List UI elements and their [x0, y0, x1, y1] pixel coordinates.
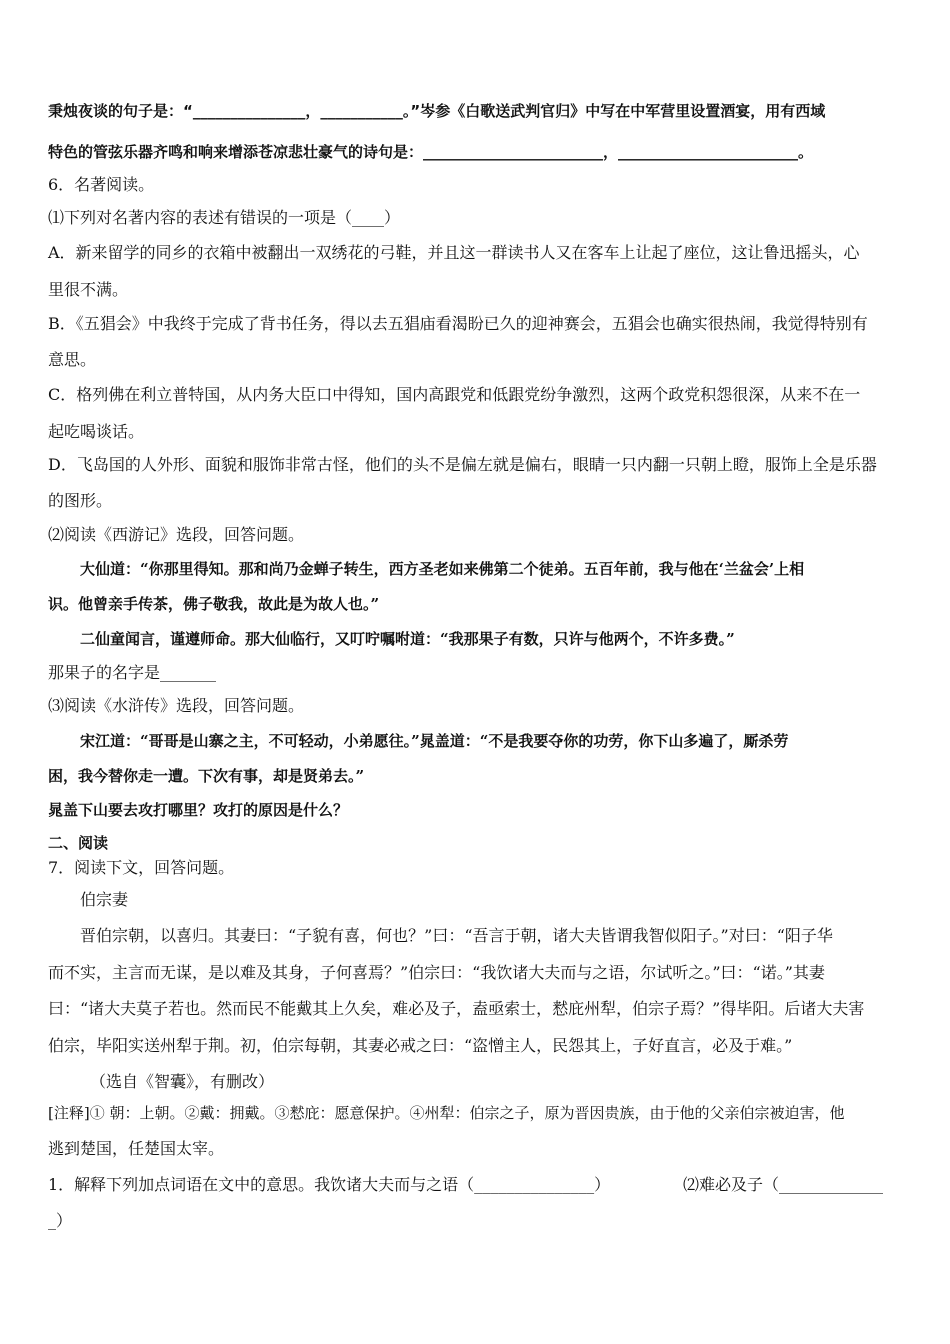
option-a-line-1: A．新来留学的同乡的衣箱中被翻出一双绣花的弓鞋，并且这一群读书人又在客车上让起了座位，这让鲁迅摇头，心: [48, 243, 860, 262]
question-7-title: 7．阅读下文，回答问题。: [48, 858, 235, 877]
option-d-line-2: 的图形。: [48, 491, 113, 510]
text-line-2: 特色的管弦乐器齐鸣和响来增添苍凉悲壮豪气的诗句是：________________________，________________________。: [48, 143, 814, 161]
xiyouji-passage-line-3: 二仙童闻言，谨遵师命。那大仙临行，又叮咛嘱咐道：“我那果子有数，只许与他两个，不许多费。”: [80, 630, 735, 648]
xiyouji-passage-line-2: 识。他曾亲手传茶，佛子敬我，故此是为故人也。”: [48, 595, 380, 613]
option-c-line-1: C．格列佛在利立普特国，从内务大臣口中得知，国内高跟党和低跟党纷争激烈，这两个政党积怨很深，从来不在一: [48, 385, 861, 404]
passage-source: （选自《智囊》，有删改）: [90, 1072, 275, 1091]
passage-line-1: 晋伯宗朝，以喜归。其妻曰：“子貌有喜，何也？”曰：“吾言于朝，诸大夫皆谓我智似阳子。”对曰：“阳子华: [80, 926, 833, 945]
shuihu-passage-line-2: 困，我今替你走一遭。下次有事，却是贤弟去。”: [48, 767, 365, 785]
passage-line-3: 曰：“诸大夫莫子若也。然而民不能戴其上久矣，难必及子，盍亟索士，慭庇州犁，伯宗子焉？”得毕阳。后诸大夫害: [48, 999, 865, 1018]
xiyouji-passage-line-1: 大仙道：“你那里得知。那和尚乃金蝉子转生，西方圣老如来佛第二个徒弟。五百年前，我与他在‘兰盆会’上相: [80, 560, 805, 578]
question-6-part-2: ⑵阅读《西游记》选段，回答问题。: [48, 525, 305, 544]
shuihu-question: 晁盖下山要去攻打哪里？攻打的原因是什么？: [48, 801, 349, 819]
annotation-line-1: [注释]① 朝：上朝。②戴：拥戴。③慭庇：愿意保护。④州犁：伯宗之子，原为晋因贵族，由于他的父亲伯宗被迫害，他: [48, 1104, 845, 1122]
question-6-title: 6．名著阅读。: [48, 175, 155, 194]
question-7-2-continuation: _）: [48, 1211, 73, 1230]
question-7-2: ⑵难必及子（_____________: [683, 1175, 884, 1194]
option-b-line-1: B．《五猖会》中我终于完成了背书任务，得以去五猖庙看渴盼已久的迎神赛会，五猖会也确实很热闹，我觉得特别有: [48, 314, 868, 333]
option-b-line-2: 意思。: [48, 350, 97, 369]
passage-line-4: 伯宗，毕阳实送州犁于荆。初，伯宗每朝，其妻必戒之曰：“盗憎主人，民怨其上，子好直言，必及于难。”: [48, 1036, 793, 1055]
shuihu-passage-line-1: 宋江道：“哥哥是山寨之主，不可轻动，小弟愿往。”晁盖道：“不是我要夺你的功劳，你下山多遍了，厮杀劳: [80, 732, 789, 750]
section-2-heading: 二、阅读: [48, 834, 109, 852]
passage-line-2: 而不实，主言而无谋，是以难及其身，子何喜焉？”伯宗曰：“我饮诸大夫而与之语，尔试听之。”曰：“诺。”其妻: [48, 963, 825, 982]
question-6-part-1: ⑴下列对名著内容的表述有错误的一项是（____）: [48, 208, 401, 227]
xiyouji-question: 那果子的名字是_______: [48, 663, 217, 682]
question-6-part-3: ⑶阅读《水浒传》选段，回答问题。: [48, 696, 305, 715]
option-a-line-2: 里很不满。: [48, 280, 129, 299]
annotation-line-2: 逃到楚国，任楚国太宰。: [48, 1139, 225, 1158]
question-7-1: 1．解释下列加点词语在文中的意思。我饮诸大夫而与之语（_______________）: [48, 1175, 611, 1194]
option-c-line-2: 起吃喝谈话。: [48, 422, 145, 441]
text-line-1: 秉烛夜谈的句子是：“_______________，___________。”岑参《白歌送武判官归》中写在中军营里设置酒宴，用有西域: [48, 102, 826, 120]
option-d-line-1: D．飞岛国的人外形、面貌和服饰非常古怪，他们的头不是偏左就是偏右，眼睛一只内翻一只朝上瞪，服饰上全是乐器: [48, 455, 877, 474]
passage-title: 伯宗妻: [80, 890, 129, 909]
